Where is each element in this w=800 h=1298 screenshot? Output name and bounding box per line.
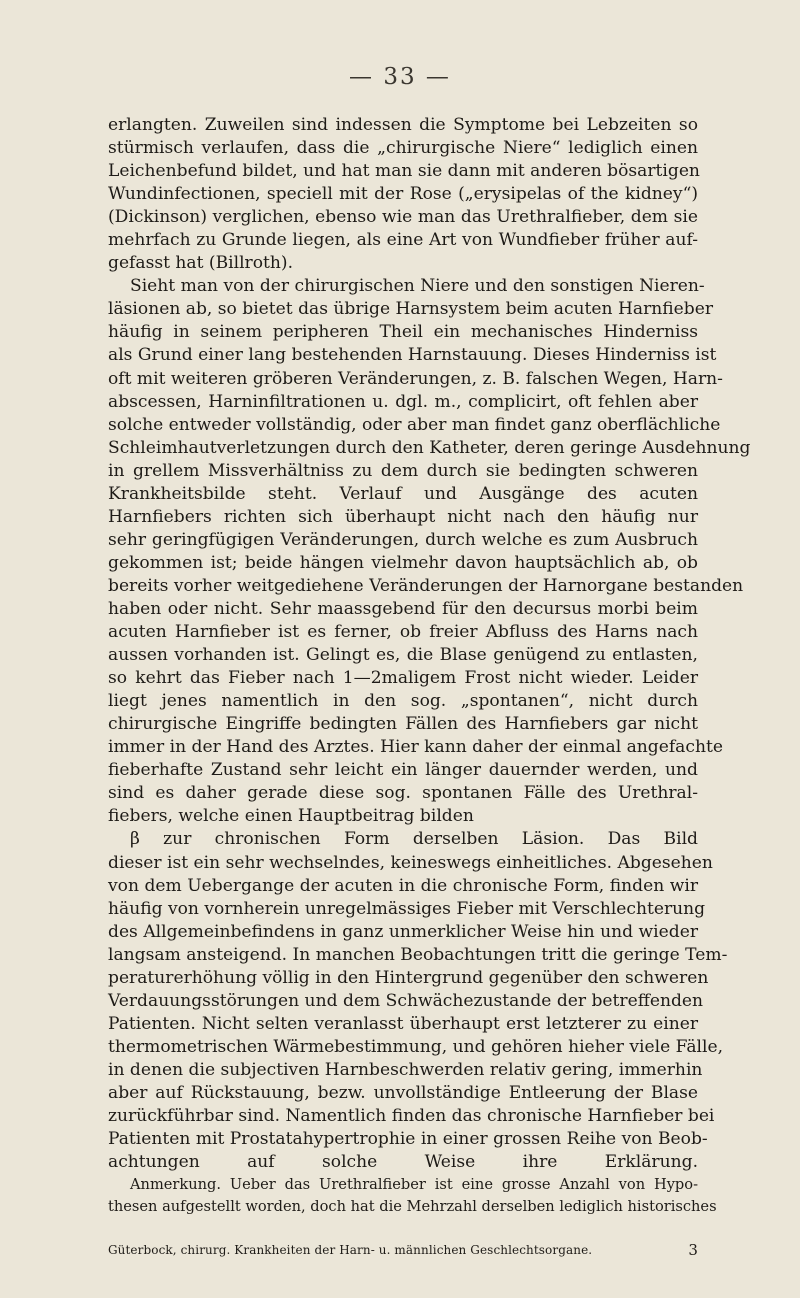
text-line: von dem Uebergange der acuten in die chronische Form, finden wir xyxy=(108,875,698,896)
text-line: achtungen auf solche Weise ihre Erklärung. xyxy=(108,1152,698,1173)
text-line: sehr geringfügigen Veränderungen, durch welche es zum Ausbruch xyxy=(108,529,698,550)
text-line: dieser ist ein sehr wechselndes, keineswegs einheitliches. Abgesehen xyxy=(108,852,713,873)
text-line: immer in der Hand des Arztes. Hier kann daher der einmal angefachte xyxy=(108,737,723,758)
text-line: gekommen ist; beide hängen vielmehr davon hauptsächlich ab, ob xyxy=(108,552,698,573)
text-line: Leichenbefund bildet, und hat man sie dann mit anderen bösartigen xyxy=(108,161,700,182)
text-line: gefasst hat (Billroth). xyxy=(108,253,294,274)
body-text xyxy=(108,114,751,1218)
text-line: acuten Harnfieber ist es ferner, ob freier Abfluss des Harns nach xyxy=(108,622,698,643)
text-line: läsionen ab, so bietet das übrige Harnsystem beim acuten Harnfieber xyxy=(108,299,713,320)
text-line: erlangten. Zuweilen sind indessen die Symptome bei Lebzeiten so xyxy=(108,115,698,135)
footnote-line: Anmerkung. Ueber das Urethralfieber ist eine grosse Anzahl von Hypo- xyxy=(130,1176,698,1194)
text-line: liegt jenes namentlich in den sog. „spontanen“, nicht durch xyxy=(108,691,698,712)
text-line: so kehrt das Fieber nach 1—2maligem Frost nicht wieder. Leider xyxy=(108,668,698,689)
text-line: aussen vorhanden ist. Gelingt es, die Blase genügend zu entlasten, xyxy=(108,645,698,666)
text-line: häufig von vornherein unregelmässiges Fieber mit Verschlechterung xyxy=(108,898,706,919)
text-line: sind es daher gerade diese sog. spontanen Fälle des Urethral- xyxy=(108,783,698,804)
text-line: bereits vorher weitgediehene Veränderungen der Harnorgane bestanden xyxy=(108,575,744,596)
text-line: mehrfach zu Grunde liegen, als eine Art von Wundfieber früher auf- xyxy=(108,230,698,251)
text-line: Patienten mit Prostatahypertrophie in einer grossen Reihe von Beob- xyxy=(108,1129,708,1150)
text-line: thermometrischen Wärmebestimmung, und gehören hieher viele Fälle, xyxy=(108,1036,724,1057)
text-line: Verdauungsstörungen und dem Schwächezustande der betreffenden xyxy=(108,990,704,1011)
text-line: Harnfiebers richten sich überhaupt nicht nach den häufig nur xyxy=(108,506,698,527)
text-line: Schleimhautverletzungen durch den Katheter, deren geringe Ausdehnung xyxy=(108,437,751,458)
page-footer xyxy=(108,1243,698,1257)
text-line: Krankheitsbilde steht. Verlauf und Ausgänge des acuten xyxy=(108,483,698,504)
text-line: Patienten. Nicht selten veranlasst überhaupt erst letzterer zu einer xyxy=(108,1013,698,1034)
text-line: stürmisch verlaufen, dass die „chirurgische Niere“ lediglich einen xyxy=(108,138,698,159)
text-line: β zur chronischen Form derselben Läsion. Das Bild xyxy=(130,829,698,850)
text-line: zurückführbar sind. Namentlich finden das chronische Harnfieber bei xyxy=(108,1106,715,1127)
text-line: chirurgische Eingriffe bedingten Fällen des Harnfiebers gar nicht xyxy=(108,714,698,735)
text-line: des Allgemeinbefindens in ganz unmerklicher Weise hin und wieder xyxy=(108,921,698,942)
page-number: — 33 — xyxy=(349,64,451,90)
text-line: abscessen, Harninfiltrationen u. dgl. m., complicirt, oft fehlen aber xyxy=(108,391,698,412)
footnote-line: thesen aufgestellt worden, doch hat die Mehrzahl derselben lediglich historisches xyxy=(108,1198,717,1216)
text-line: fiebers, welche einen Hauptbeitrag bilden xyxy=(108,806,474,827)
footer-imprint: Güterbock, chirurg. Krankheiten der Harn- u. männlichen Geschlechtsorgane. xyxy=(108,1243,593,1257)
text-line: in grellem Missverhältniss zu dem durch sie bedingten schweren xyxy=(108,460,698,481)
text-line: oft mit weiteren gröberen Veränderungen, z. B. falschen Wegen, Harn- xyxy=(108,368,723,389)
text-line: (Dickinson) verglichen, ebenso wie man das Urethralfieber, dem sie xyxy=(108,207,698,228)
text-line: haben oder nicht. Sehr maassgebend für den decursus morbi beim xyxy=(108,598,698,619)
text-line: fieberhafte Zustand sehr leicht ein länger dauernder werden, und xyxy=(108,760,698,781)
text-line: solche entweder vollständig, oder aber man findet ganz oberflächliche xyxy=(108,414,721,435)
text-line: peraturerhöhung völlig in den Hintergrund gegenüber den schweren xyxy=(108,967,709,988)
text-line: Wundinfectionen, speciell mit der Rose („erysipelas of the kidney“) xyxy=(108,184,698,205)
text-line: in denen die subjectiven Harnbeschwerden relativ gering, immerhin xyxy=(108,1059,703,1080)
text-line: langsam ansteigend. In manchen Beobachtungen tritt die geringe Tem- xyxy=(108,944,728,965)
text-line: Sieht man von der chirurgischen Niere und den sonstigen Nieren- xyxy=(130,276,705,297)
signature-mark: 3 xyxy=(688,1241,698,1259)
text-line: häufig in seinem peripheren Theil ein mechanisches Hinderniss xyxy=(108,322,698,343)
text-line: als Grund einer lang bestehenden Harnstauung. Dieses Hinderniss ist xyxy=(108,345,717,366)
text-line: aber auf Rückstauung, bezw. unvollständige Entleerung der Blase xyxy=(108,1082,698,1103)
